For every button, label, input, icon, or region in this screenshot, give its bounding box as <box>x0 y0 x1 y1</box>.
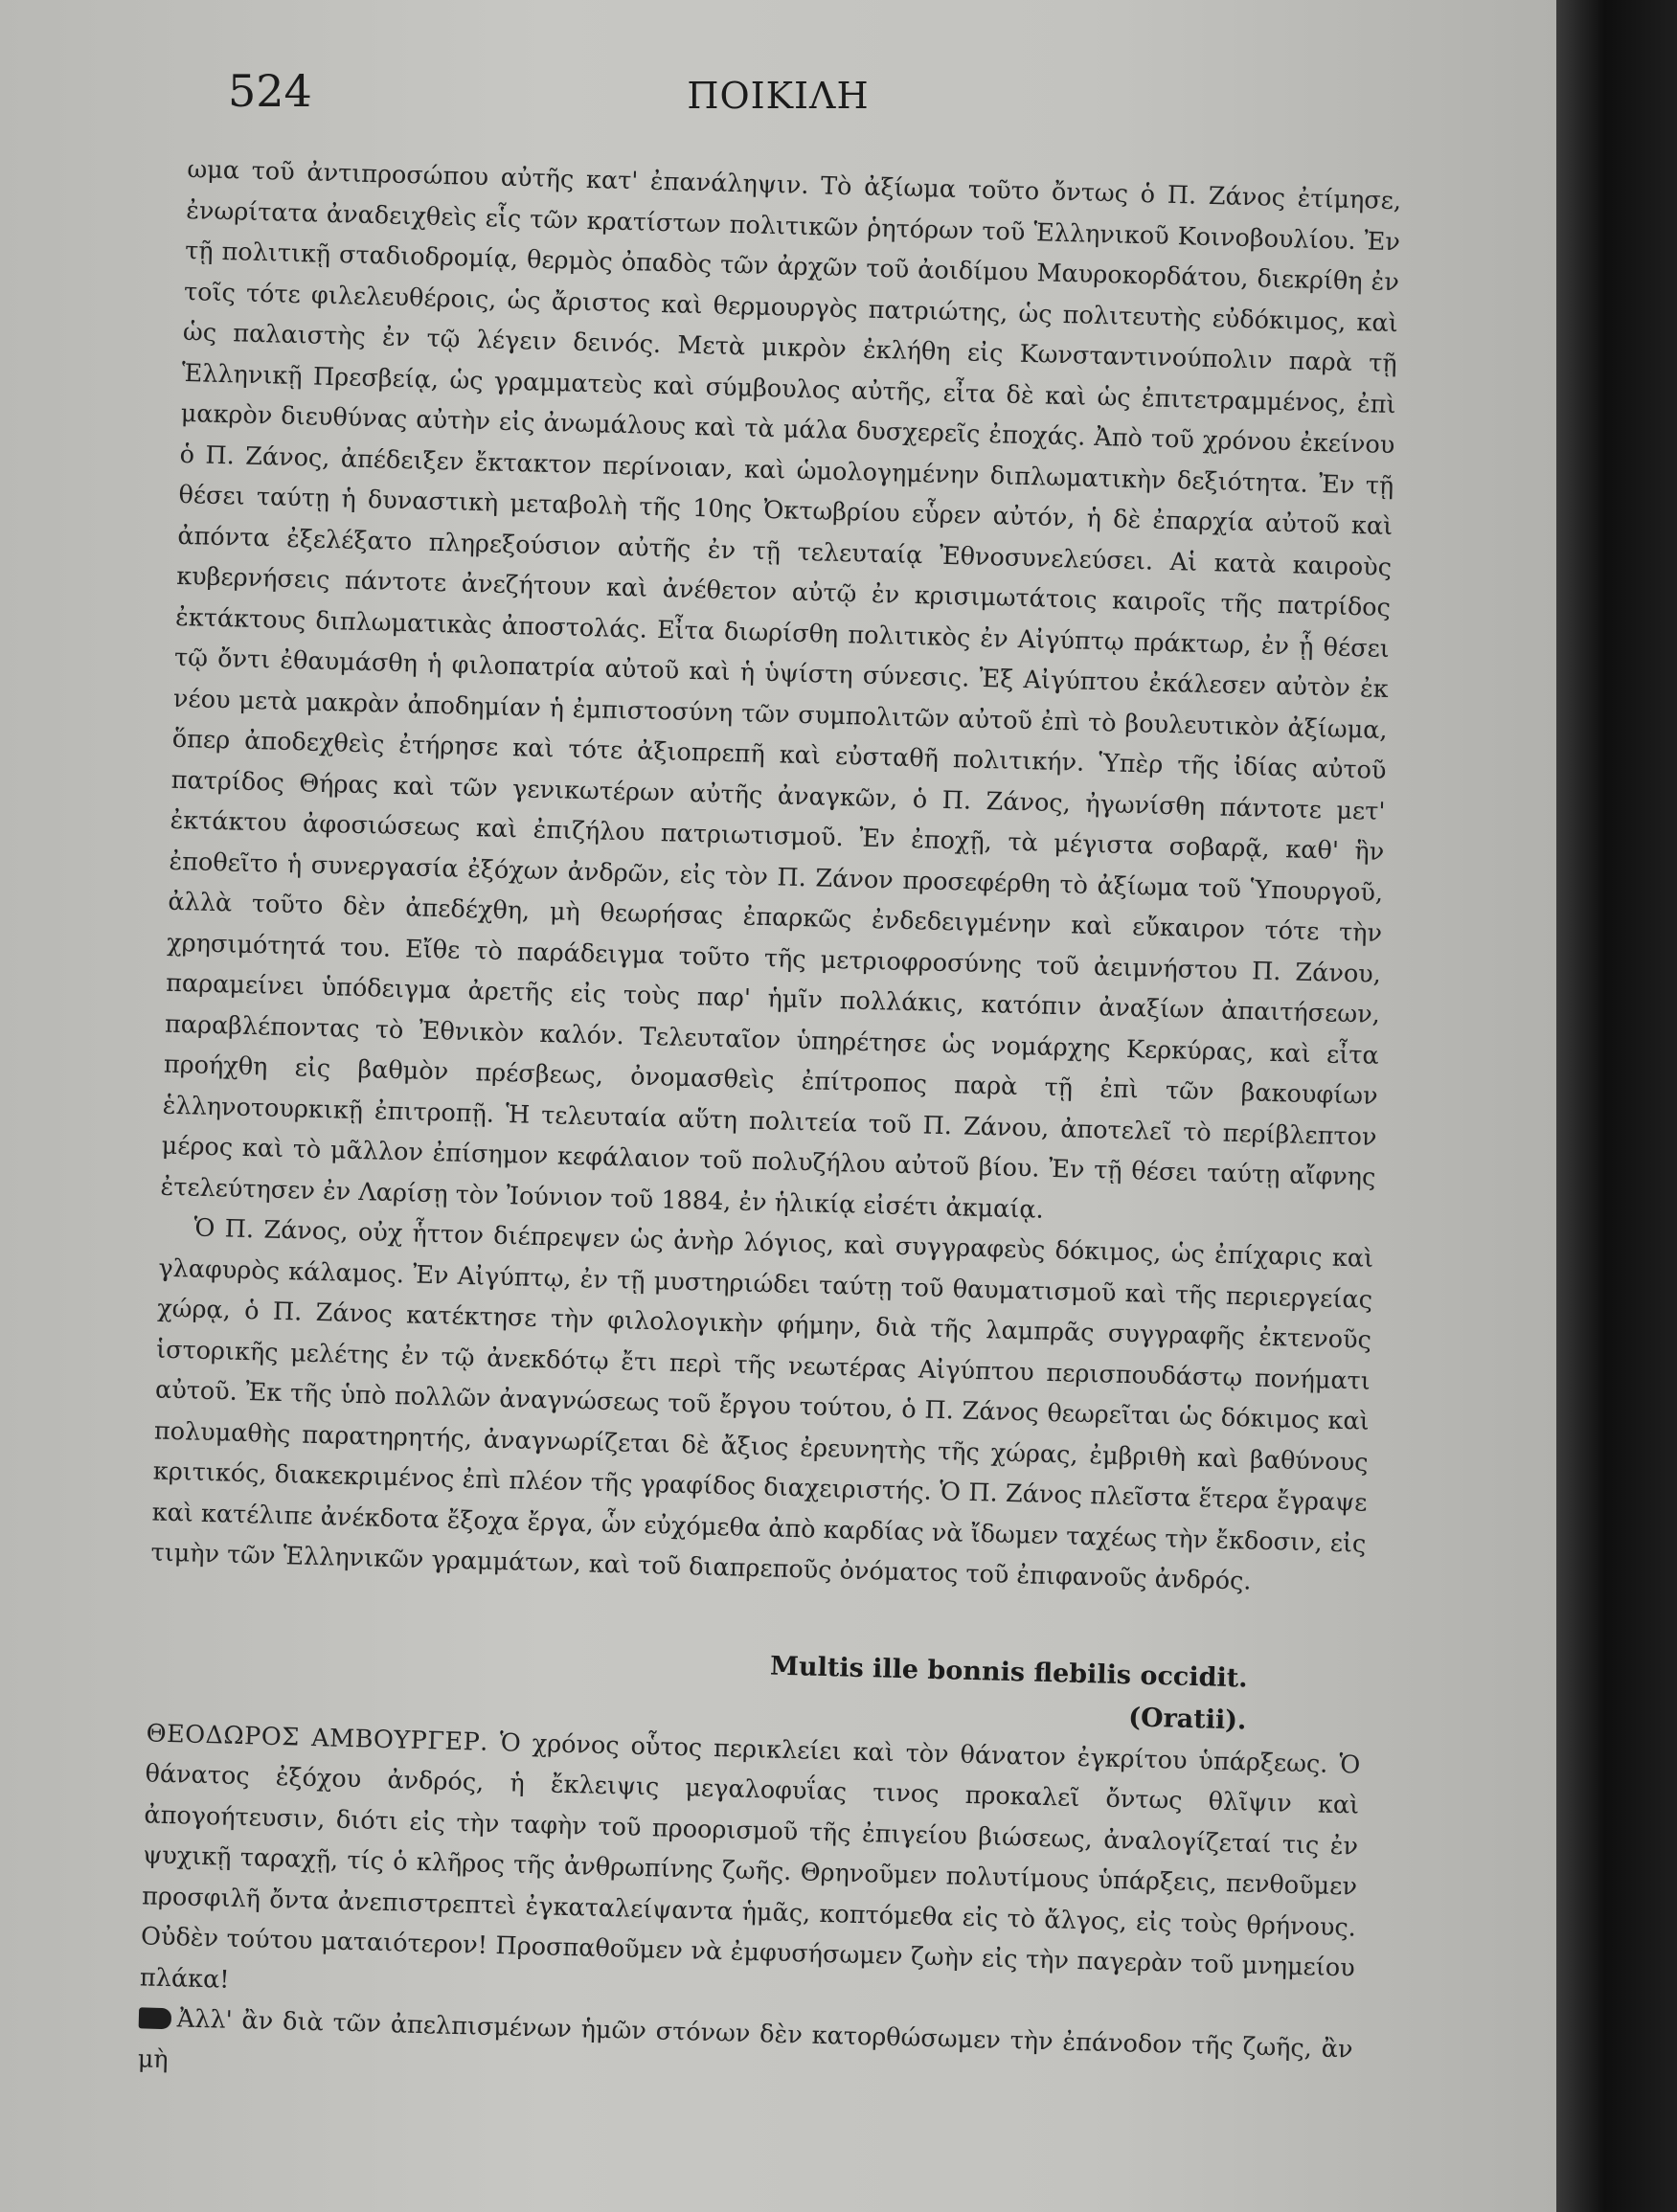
obituary-paragraph <box>139 1713 1360 2030</box>
page-header <box>0 57 1556 134</box>
paragraph-2: Ὁ Π. Ζάνος, οὐχ ἧττον διέπρεψεν ὡς ἀνὴρ λόγιος, καὶ συγγραφεὺς δόκιμος, ὡς ἐπίχαρις καὶ γλαφυρὸς κάλαμος. Ἐν Αἰγύπτῳ, ἐν τῇ μυστηριώδει ταύτῃ τοῦ θαυματισμοῦ καὶ τῆς περιεργείας χώρᾳ, ὁ Π. Ζάνος κατέκτησε τὴν φιλολογικὴν φήμην, διὰ τῆς λαμπρᾶς συγγραφῆς ἐκτενοῦς ἱστορικῆς μελέτης ἐν τῷ ἀνεκδότῳ ἔτι περὶ τῆς νεωτέρας Αἰγύπτου περισπουδάστῳ πονήματι αὐτοῦ. Ἐκ τῆς ὑπὸ πολλῶν ἀναγνώσεως τοῦ ἔργου τούτου, ὁ Π. Ζάνος θεωρεῖται ὡς δόκιμος καὶ πολυμαθὴς παρατηρητής, ἀναγνωρίζεται δὲ ἄξιος ἐρευνητὴς τῆς χώρας, ἐμβριθὴ καὶ βαθύνους κριτικός, διακεκριμένος ἐπὶ πλέον τῆς γραφίδος διαχειριστής. Ὁ Π. Ζάνος πλεῖστα ἕτερα ἔγραψε καὶ κατέλιπε ἀνέκδοτα ἔξοχα ἔργα, ὧν εὐχόμεθα ἀπὸ καρδίας νὰ ἴδωμεν ταχέως τὴν ἔκδοσιν, εἰς τιμὴν τῶν Ἑλληνικῶν γραμμάτων, καὶ τοῦ διαπρεποῦς ὀνόματος τοῦ ἐπιφανοῦς ἀνδρός. <box>150 1213 1374 1596</box>
epigraph-source: (Oratii). <box>1127 1702 1247 1735</box>
obituary-name: ΘΕΟΔΩΡΟΣ ΑΜΒΟΥΡΓΕΡ. <box>146 1718 489 1757</box>
running-title: ΠΟΙΚΙΛΗ <box>687 75 870 117</box>
final-line-text: Ἀλλ' ἂν διὰ τῶν ἀπελπισμένων ἡμῶν στόνων δὲν κατορθώσωμεν τὴν ἐπάνοδον τῆς ζωῆς, ἂν μὴ <box>137 2004 1353 2074</box>
obituary-text: Ὁ χρόνος οὗτος περικλείει καὶ τὸν θάνατον ἐγκρίτου ὑπάρξεως. Ὁ θάνατος ἐξόχου ἀνδρός, ἡ ἔκλειψις μεγαλοφυΐας τινος προκαλεῖ ὄντως θλῖψιν καὶ ἀπογοήτευσιν, διότι εἰς τὴν ταφὴν τοῦ προορισμοῦ τῆς ἐπιγείου βιώσεως, ἀναλογίζεταί τις ἐν ψυχικῇ ταραχῇ, τίς ὁ κλῆρος τῆς ἀνθρωπίνης ζωῆς. Θρηνοῦμεν πολυτίμους ὑπάρξεις, πενθοῦμεν προσφιλῆ ὄντα ἀνεπιστρεπτεὶ ἐγκαταλείψαντα ἡμᾶς, κοπτόμεθα εἰς τὸ ἄλγος, εἰς τοὺς θρήνους. Οὐδὲν τούτου ματαιότερον! Προσπαθοῦμεν νὰ ἐμφυσήσωμεν ζωὴν εἰς τὴν παγερὰν τοῦ μνημείου πλάκα! <box>139 1727 1361 1995</box>
paragraph-1: ωμα τοῦ ἀντιπροσώπου αὐτῆς κατ' ἐπανάληψιν. Τὸ ἀξίωμα τοῦτο ὄντως ὁ Π. Ζάνος ἐτίμησε, ἐνωρίτατα ἀναδειχθεὶς εἷς τῶν κρατίστων πολιτικῶν ῥητόρων τοῦ Ἑλληνικοῦ Κοινοβουλίου. Ἐν τῇ πολιτικῇ σταδιοδρομίᾳ, θερμὸς ὀπαδὸς τῶν ἀρχῶν τοῦ ἀοιδίμου Μαυροκορδάτου, διεκρίθη ἐν τοῖς τότε φιλελευθέροις, ὡς ἄριστος καὶ θερμουργὸς πατριώτης, ὡς πολιτευτὴς εὐδόκιμος, καὶ ὡς παλαιστὴς ἐν τῷ λέγειν δεινός. Μετὰ μικρὸν ἐκλήθη εἰς Κωνσταντινούπολιν παρὰ τῇ Ἑλληνικῇ Πρεσβείᾳ, ὡς γραμματεὺς καὶ σύμβουλος αὐτῆς, εἶτα δὲ καὶ ὡς ἐπιτετραμμένος, ἐπὶ μακρὸν διευθύνας αὐτὴν εἰς ἀνωμάλους καὶ τὰ μάλα δυσχερεῖς ἐποχάς. Ἀπὸ τοῦ χρόνου ἐκείνου ὁ Π. Ζάνος, ἀπέδειξεν ἔκτακτον περίνοιαν, καὶ ὡμολογημένην διπλωματικὴν δεξιότητα. Ἐν τῇ θέσει ταύτῃ ἡ δυναστικὴ μεταβολὴ τῆς 10ης Ὀκτωβρίου εὗρεν αὐτόν, ἡ δὲ ἐπαρχία αὐτοῦ καὶ ἀπόντα ἐξελέξατο πληρεξούσιον αὐτῆς ἐν τῇ τελευταίᾳ Ἐθνοσυνελεύσει. Αἱ κατὰ καιροὺς κυβερνήσεις πάντοτε ἀνεζήτουν καὶ ἀνέθετον αὐτῷ ἐν κρισιμωτάτοις καιροῖς τῆς πατρίδος ἐκτάκτους διπλωματικὰς ἀποστολάς. Εἶτα διωρίσθη πολιτικὸς ἐν Αἰγύπτῳ πράκτωρ, ἐν ᾗ θέσει τῷ ὄντι ἐθαυμάσθη ἡ φιλοπατρία αὐτοῦ καὶ ἡ ὑψίστη σύνεσις. Ἐξ Αἰγύπτου ἐκάλεσεν αὐτὸν ἐκ νέου μετὰ μακρὰν ἀποδημίαν ἡ ἐμπιστοσύνη τῶν συμπολιτῶν αὐτοῦ ἐπὶ τὸ βουλευτικὸν ἀξίωμα, ὅπερ ἀποδεχθεὶς ἐτήρησε καὶ τότε ἀξιοπρεπῆ καὶ εὐσταθῆ πολιτικήν. Ὑπὲρ τῆς ἰδίας αὐτοῦ πατρίδος Θήρας καὶ τῶν γενικωτέρων αὐτῆς ἀναγκῶν, ὁ Π. Ζάνος, ἠγωνίσθη πάντοτε μετ' ἐκτάκτου ἀφοσιώσεως καὶ ἐπιζήλου πατριωτισμοῦ. Ἐν ἐποχῇ, τὰ μέγιστα σοβαρᾷ, καθ' ἣν ἐποθεῖτο ἡ συνεργασία ἐξόχων ἀνδρῶν, εἰς τὸν Π. Ζάνον προσεφέρθη τὸ ἀξίωμα τοῦ Ὑπουργοῦ, ἀλλὰ τοῦτο δὲν ἀπεδέχθη, μὴ θεωρήσας ἐπαρκῶς ἐνδεδειγμένην καὶ εὔκαιρον τότε τὴν χρησιμότητά του. Εἴθε τὸ παράδειγμα τοῦτο τῆς μετριοφροσύνης τοῦ ἀειμνήστου Π. Ζάνου, παραμείνει ὑπόδειγμα ἀρετῆς εἰς τοὺς παρ' ἡμῖν πολλάκις, κατόπιν ἀναξίων ἀπαιτήσεων, παραβλέποντας τὸ Ἐθνικὸν καλόν. Τελευταῖον ὑπηρέτησε ὡς νομάρχης Κερκύρας, καὶ εἶτα προήχθη εἰς βαθμὸν πρέσβεως, ὀνομασθεὶς ἐπίτροπος παρὰ τῇ ἐπὶ τῶν βακουφίων ἑλληνοτουρκικῇ ἐπιτροπῇ. Ἡ τελευταία αὕτη πολιτεία τοῦ Π. Ζάνου, ἀποτελεῖ τὸ περίβλεπτον μέρος καὶ τὸ μᾶλλον ἐπίσημον κεφάλαιον τοῦ πολυζήλου αὐτοῦ βίου. Ἐν τῇ θέσει ταύτῃ αἴφνης ἐτελεύτησεν ἐν Λαρίσῃ τὸν Ἰούνιον τοῦ 1884, ἐν ἡλικίᾳ εἰσέτι ἀκμαίᾳ. <box>160 154 1402 1225</box>
book-gutter <box>1556 0 1677 2212</box>
body-text <box>137 149 1401 2111</box>
pointing-hand-icon <box>139 2007 172 2029</box>
page-number: 524 <box>228 65 312 117</box>
epigraph-quote: Multis ille bonnis flebilis occidit. <box>769 1650 1248 1694</box>
